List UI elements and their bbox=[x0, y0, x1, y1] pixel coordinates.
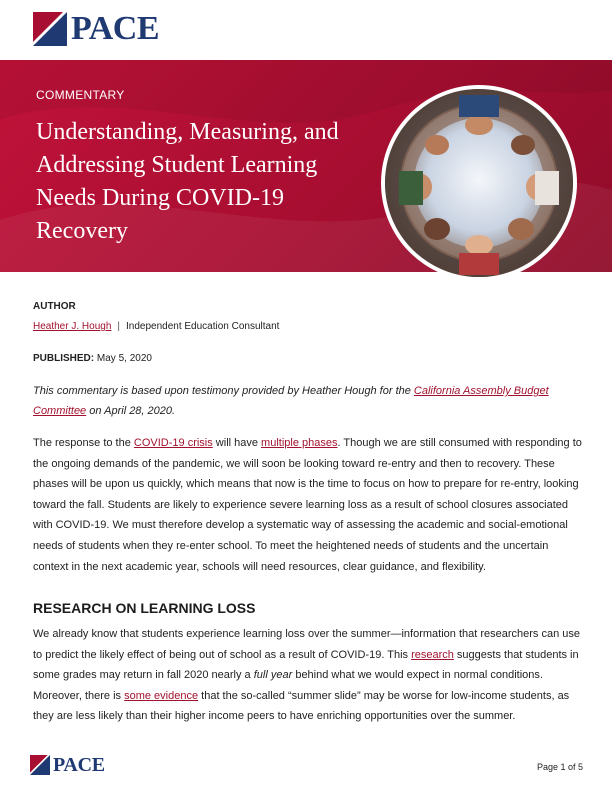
footer-logo-text: PACE bbox=[53, 754, 105, 776]
page-title: Understanding, Measuring, and Addressing Student Learning Needs During COVID-19 Recovery bbox=[36, 119, 339, 244]
p2-emphasis: full year bbox=[253, 669, 293, 682]
hero-photo bbox=[381, 85, 577, 281]
intro-note bbox=[33, 381, 581, 421]
p2-text-2: suggests that students in some grades may return in fall 2020 nearly a bbox=[33, 648, 579, 682]
published-date: May 5, 2020 bbox=[96, 353, 152, 364]
footer-logo[interactable] bbox=[30, 755, 105, 775]
author-role: Independent Education Consultant bbox=[126, 321, 280, 332]
pace-logo-mark-icon bbox=[33, 12, 67, 46]
footer-logo-mark-icon bbox=[30, 755, 50, 775]
category-label: COMMENTARY bbox=[36, 88, 125, 102]
covid-19-crisis-link[interactable]: COVID-19 crisis bbox=[133, 437, 213, 449]
published-line bbox=[33, 353, 152, 364]
p2-text-4: that the so-called “summer slide” may be worse for low-income students, as they are less likely than their higher income peers to have enriching opportunities over the summer. bbox=[33, 689, 570, 723]
assembly-budget-committee-link[interactable]: California Assembly Budget Committee bbox=[33, 385, 549, 417]
p1-text-1: The response to the bbox=[33, 437, 134, 449]
p2-text-1: We already know that students experience learning loss over the summer—information that researchers can use to predict the likely effect of being out of school as a result of COVID-19. This bbox=[33, 628, 581, 661]
some-evidence-link[interactable]: some evidence bbox=[124, 689, 199, 702]
published-label: PUBLISHED: bbox=[33, 353, 95, 364]
page-number: Page 1 of 5 bbox=[536, 762, 583, 772]
intro-text-start: This commentary is based upon testimony provided by Heather Hough for the bbox=[33, 385, 414, 397]
p1-text-2: will have bbox=[212, 437, 262, 449]
body-paragraph-1 bbox=[33, 433, 585, 577]
pace-logo-text: PACE bbox=[71, 10, 160, 47]
p2-text-3: behind what we would expect in normal conditions. Moreover, there is bbox=[33, 669, 543, 702]
hands-circle-photo-icon bbox=[385, 89, 573, 277]
pace-logo[interactable] bbox=[33, 12, 159, 46]
author-line bbox=[33, 321, 279, 332]
intro-text-end: on April 28, 2020. bbox=[86, 405, 176, 417]
section-heading: RESEARCH ON LEARNING LOSS bbox=[33, 600, 256, 616]
multiple-phases-link[interactable]: multiple phases bbox=[261, 437, 338, 449]
body-paragraph-2 bbox=[33, 624, 585, 727]
p1-text-3: . Though we are still consumed with responding to the ongoing demands of the pandemic, we will soon be looking toward re-entry and then to recovery. These phases will be upon us quickly, which means that now is the time to focus on how to prepare for re-entry, looking toward the fall. Students are likely to experience severe learning loss as a result of school closures associated with COVID-19. We must therefore develop a systematic way of assessing the academic and social-emotional needs of students when they re-enter school. To meet the heightened needs of students and the uncertain context in the next academic year, schools will need resources, clear guidance, and flexibility. bbox=[33, 437, 582, 573]
research-link[interactable]: research bbox=[411, 648, 454, 661]
author-name-link[interactable]: Heather J. Hough bbox=[33, 321, 112, 332]
author-label: AUTHOR bbox=[33, 301, 76, 312]
author-separator: | bbox=[117, 321, 120, 332]
